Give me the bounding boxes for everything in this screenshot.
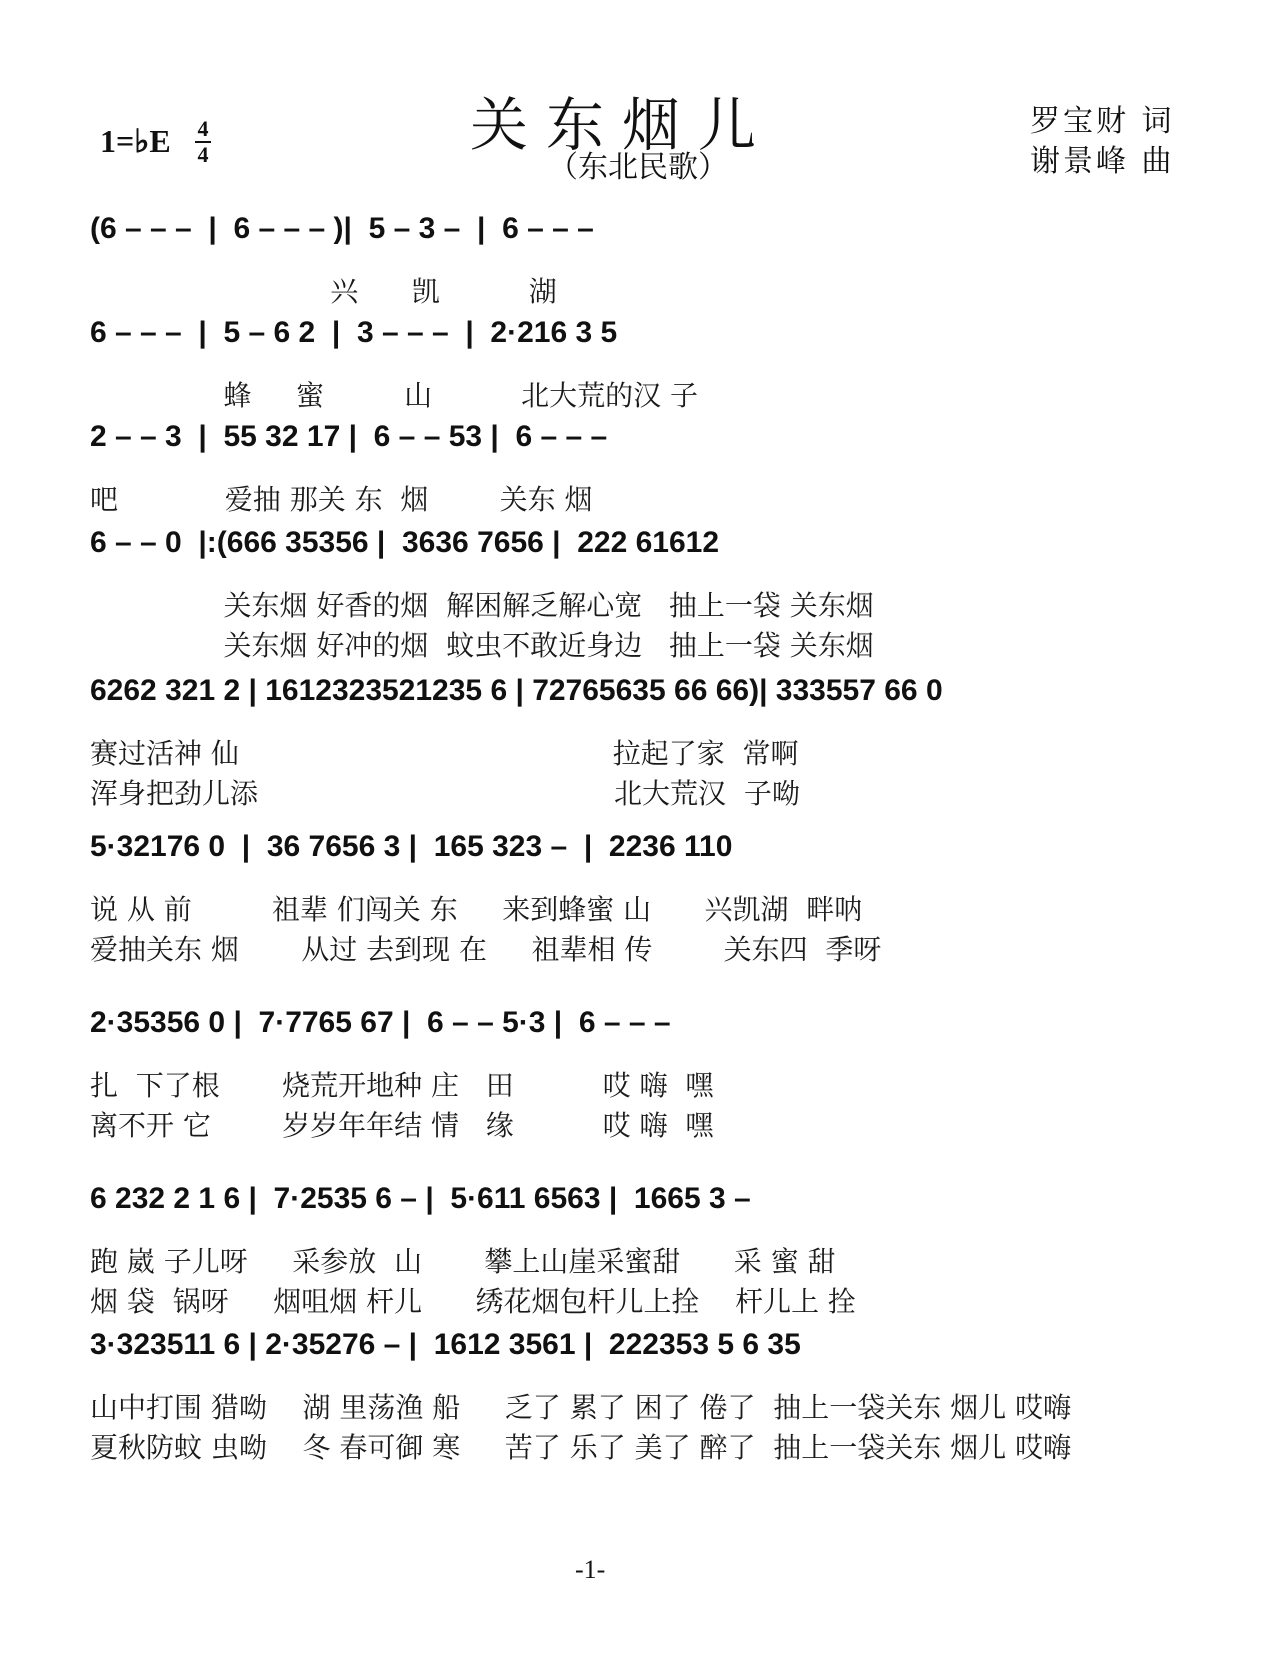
song-title: 关东烟儿 <box>470 91 775 159</box>
lyric-verse-1: 关东烟 好香的烟 解困解乏解心宽 抽上一袋 关东烟 <box>90 589 874 622</box>
lyric-verse-2: 离不开 它 岁岁年年结 情 缘 哎 嗨 嘿 <box>90 1109 714 1142</box>
key-signature: 1=♭E <box>100 123 171 159</box>
jianpu-notes: 5·32176 0 | 36 7656 3 | 165 323 – | 2236 110 <box>90 830 733 863</box>
time-signature <box>194 118 212 166</box>
lyric-verse-1: 蜂 蜜 山 北大荒的汉 子 <box>90 379 699 412</box>
lyric-verse-1: 吧 爱抽 那关 东 烟 关东 烟 <box>90 483 593 516</box>
lyric-verse-1: 跑 崴 子儿呀 采参放 山 攀上山崖采蜜甜 采 蜜 甜 <box>90 1245 836 1278</box>
lyric-verse-1: 山中打围 猎呦 湖 里荡渔 船 乏了 累了 困了 倦了 抽上一袋关东 烟儿 哎嗨 <box>90 1391 1072 1424</box>
lyric-verse-1: 兴 凯 湖 <box>90 275 557 308</box>
lyric-verse-2: 烟 袋 锅呀 烟咀烟 杆儿 绣花烟包杆儿上拴 杆儿上 拴 <box>90 1285 857 1318</box>
jianpu-notes: 2 – – 3 | 55 32 17 | 6 – – 53 | 6 – – – <box>90 420 608 453</box>
lyricist-credit: 罗宝财 词 <box>1030 104 1175 139</box>
time-signature-bottom: 4 <box>197 142 209 167</box>
lyric-verse-2: 关东烟 好冲的烟 蚊虫不敢近身边 抽上一袋 关东烟 <box>90 629 874 662</box>
jianpu-notes: 3·323511 6 | 2·35276 – | 1612 3561 | 222353 5 6 35 <box>90 1328 801 1361</box>
lyric-verse-1: 扎 下了根 烧荒开地种 庄 田 哎 嗨 嘿 <box>90 1069 714 1102</box>
lyric-verse-2: 爱抽关东 烟 从过 去到现 在 祖辈相 传 关东四 季呀 <box>90 933 882 966</box>
page-number: -1- <box>575 1555 606 1584</box>
composer-credit: 谢景峰 曲 <box>1030 144 1175 179</box>
jianpu-notes: 2·35356 0 | 7·7765 67 | 6 – – 5·3 | 6 – – – <box>90 1006 671 1039</box>
time-signature-top: 4 <box>197 116 209 141</box>
jianpu-notes: 6 – – – | 5 – 6 2 | 3 – – – | 2·216 3 5 <box>90 316 618 349</box>
jianpu-notes: 6 232 2 1 6 | 7·2535 6 – | 5·611 6563 | 1665 3 – <box>90 1182 751 1215</box>
lyric-verse-2: 浑身把劲儿添 北大荒汉 子呦 <box>90 777 800 810</box>
lyric-verse-1: 赛过活神 仙 拉起了家 常啊 <box>90 737 799 770</box>
jianpu-notes: 6262 321 2 | 1612323521235 6 | 72765635 66 66)| 333557 66 0 <box>90 674 943 707</box>
song-subtitle: （东北民歌） <box>548 150 728 185</box>
jianpu-notes: 6 – – 0 |:(666 35356 | 3636 7656 | 222 61612 <box>90 526 720 559</box>
lyric-verse-1: 说 从 前 祖辈 们闯关 东 来到蜂蜜 山 兴凯湖 畔呐 <box>90 893 863 926</box>
lyric-verse-2: 夏秋防蚊 虫呦 冬 春可御 寒 苦了 乐了 美了 醉了 抽上一袋关东 烟儿 哎嗨 <box>90 1431 1072 1464</box>
jianpu-notes: (6 – – – | 6 – – – )| 5 – 3 – | 6 – – – <box>90 212 594 245</box>
